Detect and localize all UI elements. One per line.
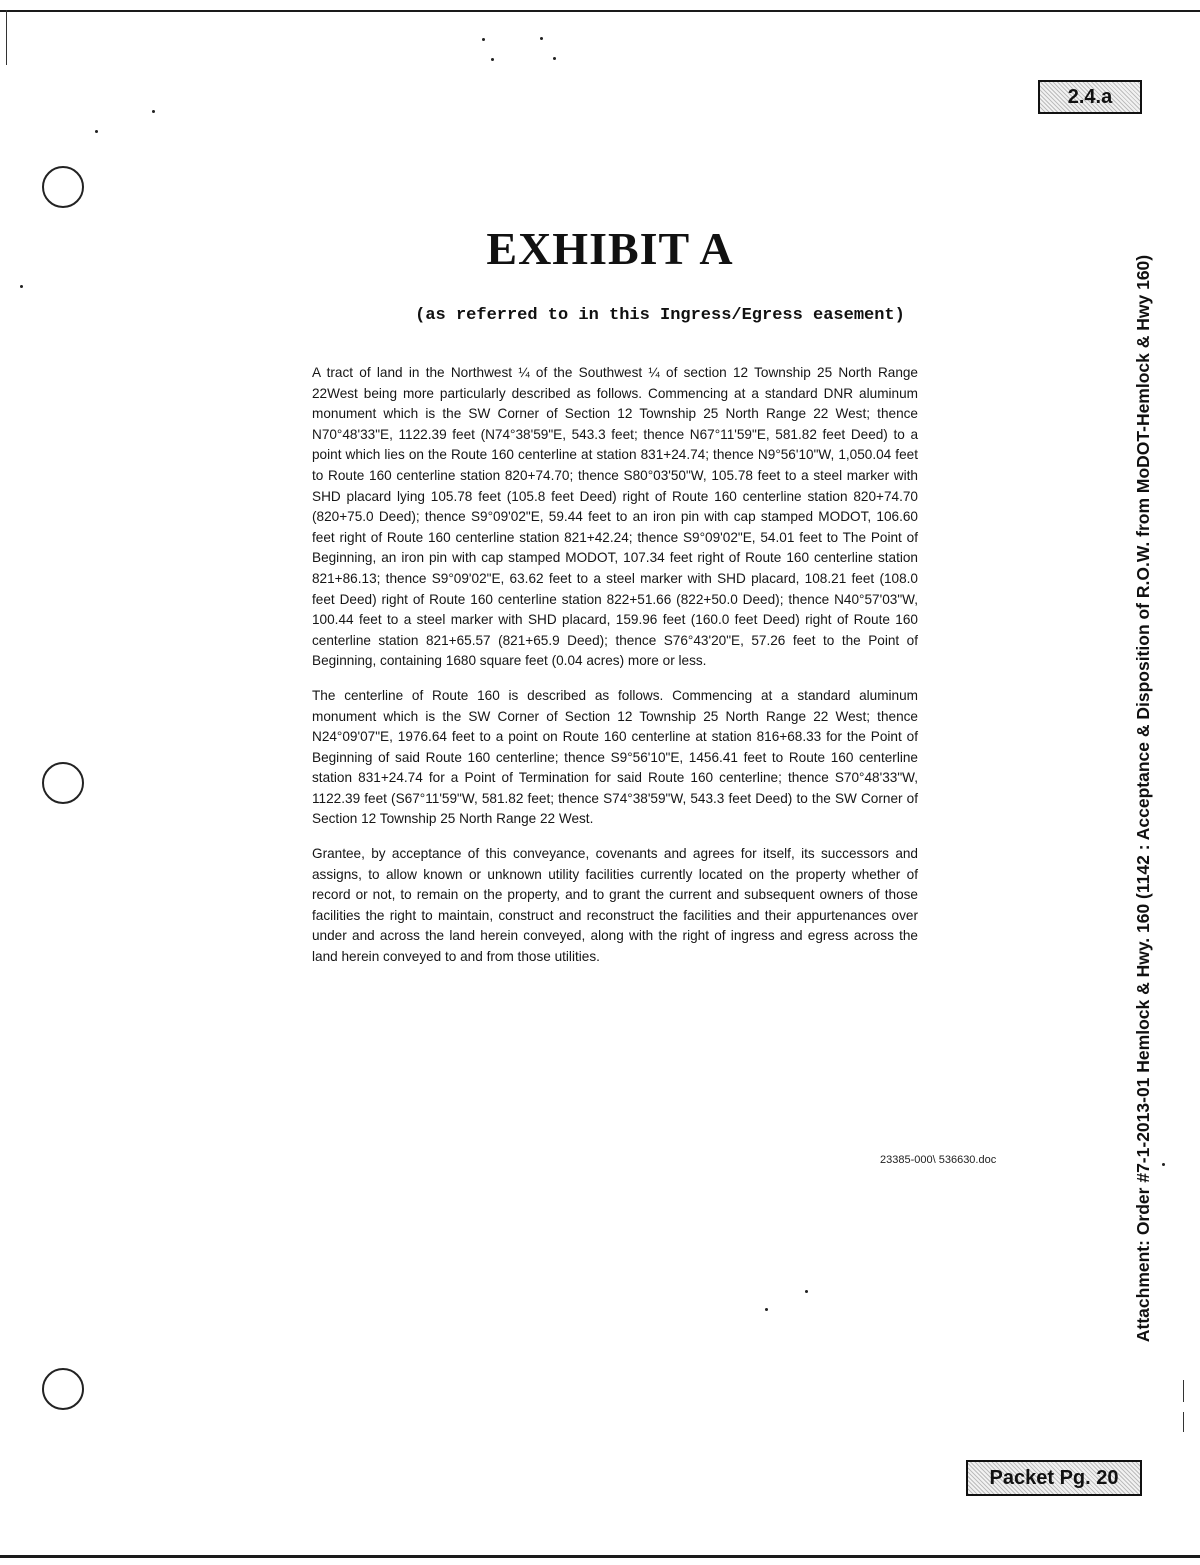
scan-speck (805, 1290, 808, 1293)
scan-speck (152, 110, 155, 113)
agenda-item-tag: 2.4.a (1038, 80, 1142, 114)
scan-speck (540, 37, 543, 40)
scan-speck (1162, 1163, 1165, 1166)
top-scan-border (0, 10, 1200, 12)
scan-edge-mark (1183, 1380, 1184, 1402)
scan-speck (482, 38, 485, 41)
binder-hole-top (42, 166, 84, 208)
scan-speck (765, 1308, 768, 1311)
page-subtitle: (as referred to in this Ingress/Egress easement) (415, 306, 905, 325)
document-reference: 23385-000\ 536630.doc (880, 1154, 997, 1166)
grantee-covenant-paragraph: Grantee, by acceptance of this conveyance, covenants and agrees for itself, its successors and assigns, to allow known or unknown utility facilities currently located on the property whether of record or not, to remain on the property, and to grant the current and subsequent owners of those facilities the right to maintain, construct and reconstruct the facilities and their appurtenances over under and across the land herein conveyed, along with the right of ingress and egress across the land herein conveyed to and from those utilities. (312, 846, 918, 965)
scan-speck (95, 130, 98, 133)
binder-hole-middle (42, 762, 84, 804)
scan-speck (491, 58, 494, 61)
attachment-sidebar (1127, 218, 1161, 1378)
scan-speck (553, 57, 556, 60)
centerline-description-paragraph: The centerline of Route 160 is described as follows. Commencing at a standard aluminum monument which is the SW Corner of Section 12 Township 25 North Range 22 West; thence N24°09'07"E, 1976.64 feet to a point on Route 160 centerline at station 816+68.33 for the Point of Beginning of said Route 160 centerline; thence S9°56'10"E, 1456.41 feet to Route 160 centerline station 831+24.74 for a Point of Termination for said Route 160 centerline; thence S70°48'33"W, 1122.39 feet (S67°11'59"W, 581.82 feet; thence S74°38'59"W, 543.3 feet Deed) to the SW Corner of Section 12 Township 25 North Range 22 West. (312, 687, 918, 827)
tract-description-paragraph: A tract of land in the Northwest ¼ of the Southwest ¼ of section 12 Township 25 North Range 22West being more particularly described as follows. Commencing at a standard DNR aluminum monument which is the SW Corner of Section 12 Township 25 North Range 22 West; thence N70°48'33"E, 1122.39 feet (N74°38'59"E, 543.3 feet; thence N67°11'59"E, 581.82 feet Deed) to a point which lies on the Route 160 centerline at station 831+24.74; thence N9°56'10"W, 1,050.04 feet to Route 160 centerline station 820+74.70; thence S80°03'50"W, 105.78 feet to a steel marker with SHD placard lying 105.78 feet (105.8 feet Deed) right of Route 160 centerline station 820+74.70 (820+75.0 Deed); thence S9°09'02"E, 59.44 feet to an iron pin with cap stamped MODOT, 106.60 feet right of Route 160 centerline station 821+42.24; thence S9°09'02"E, 54.01 feet to The Point of Beginning, an iron pin with cap stamped MODOT, 107.34 feet right of Route 160 centerline station 821+86.13; thence S9°09'02"E, 63.62 feet to a steel marker with SHD placard, 108.21 feet (108.0 feet Deed) right of Route 160 centerline station 822+51.66 (822+50.0 Deed); thence N40°57'03"W, 100.44 feet to a steel marker with SHD placard, 159.96 feet (160.0 feet Deed) right of Route 160 centerline station 821+65.57 (821+65.9 Deed); thence S76°43'20"E, 57.26 feet to the Point of Beginning, containing 1680 square feet (0.04 acres) more or less. (312, 365, 918, 669)
attachment-label: Attachment: Order #7-1-2013-01 Hemlock & Hwy. 160 (1142 : Acceptance & Disposition of R.O.W. from MoDOT-Hemlock & Hwy 160) (1133, 254, 1154, 1342)
bottom-scan-border (0, 1555, 1200, 1558)
packet-page-tag: Packet Pg. 20 (966, 1460, 1142, 1496)
left-scan-mark (6, 10, 7, 65)
scan-speck (20, 285, 23, 288)
legal-description (312, 363, 918, 982)
binder-hole-bottom (42, 1368, 84, 1410)
page-title: EXHIBIT A (486, 223, 734, 274)
scan-edge-mark (1183, 1412, 1184, 1432)
